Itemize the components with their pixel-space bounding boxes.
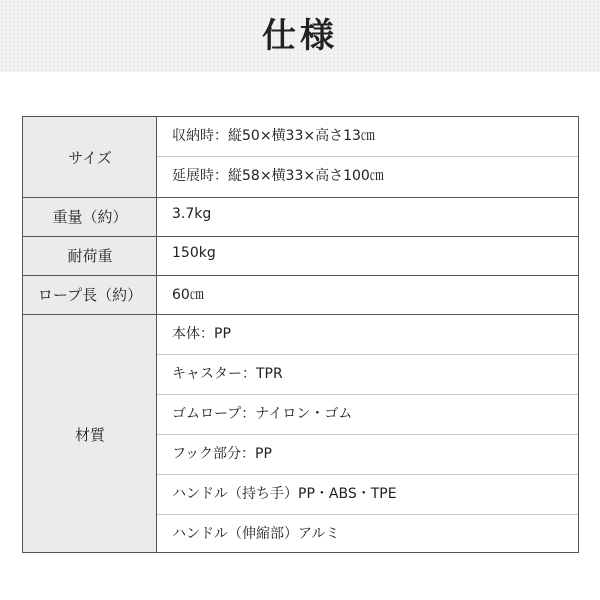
title-banner bbox=[0, 0, 600, 72]
sub-row-divider bbox=[157, 474, 578, 475]
row-divider bbox=[23, 236, 578, 237]
material-handle-grip-value: ハンドル（持ち手）PP・ABS・TPE bbox=[172, 486, 397, 502]
weight-label: 重量（約） bbox=[52, 208, 128, 226]
rope-length-label: ロープ長（約） bbox=[37, 286, 143, 304]
page-title: 仕様 bbox=[262, 16, 338, 56]
spec-table bbox=[22, 116, 579, 553]
material-body-value: 本体：PP bbox=[172, 326, 231, 342]
size-label: サイズ bbox=[68, 149, 112, 167]
weight-value: 3.7kg bbox=[172, 206, 212, 222]
sub-row-divider bbox=[157, 354, 578, 355]
load-capacity-label: 耐荷重 bbox=[67, 247, 113, 265]
row-divider bbox=[23, 275, 578, 276]
load-capacity-value: 150kg bbox=[172, 245, 216, 261]
material-rope-value: ゴムロープ：ナイロン・ゴム bbox=[172, 406, 353, 422]
material-hook-value: フック部分：PP bbox=[172, 446, 272, 462]
material-label: 材質 bbox=[74, 426, 105, 444]
material-caster-value: キャスター：TPR bbox=[172, 366, 283, 382]
label-column bbox=[23, 117, 157, 552]
size-extended-value: 延展時：縦58×横33×高さ100㎝ bbox=[172, 168, 384, 184]
size-stored-value: 収納時：縦50×横33×高さ13㎝ bbox=[172, 128, 375, 144]
sub-row-divider bbox=[157, 434, 578, 435]
sub-row-divider bbox=[157, 394, 578, 395]
material-handle-telescopic-value: ハンドル（伸縮部）アルミ bbox=[172, 526, 340, 542]
rope-length-value: 60㎝ bbox=[172, 287, 204, 303]
row-divider bbox=[23, 197, 578, 198]
sub-row-divider bbox=[157, 514, 578, 515]
sub-row-divider bbox=[157, 156, 578, 157]
row-divider bbox=[23, 314, 578, 315]
